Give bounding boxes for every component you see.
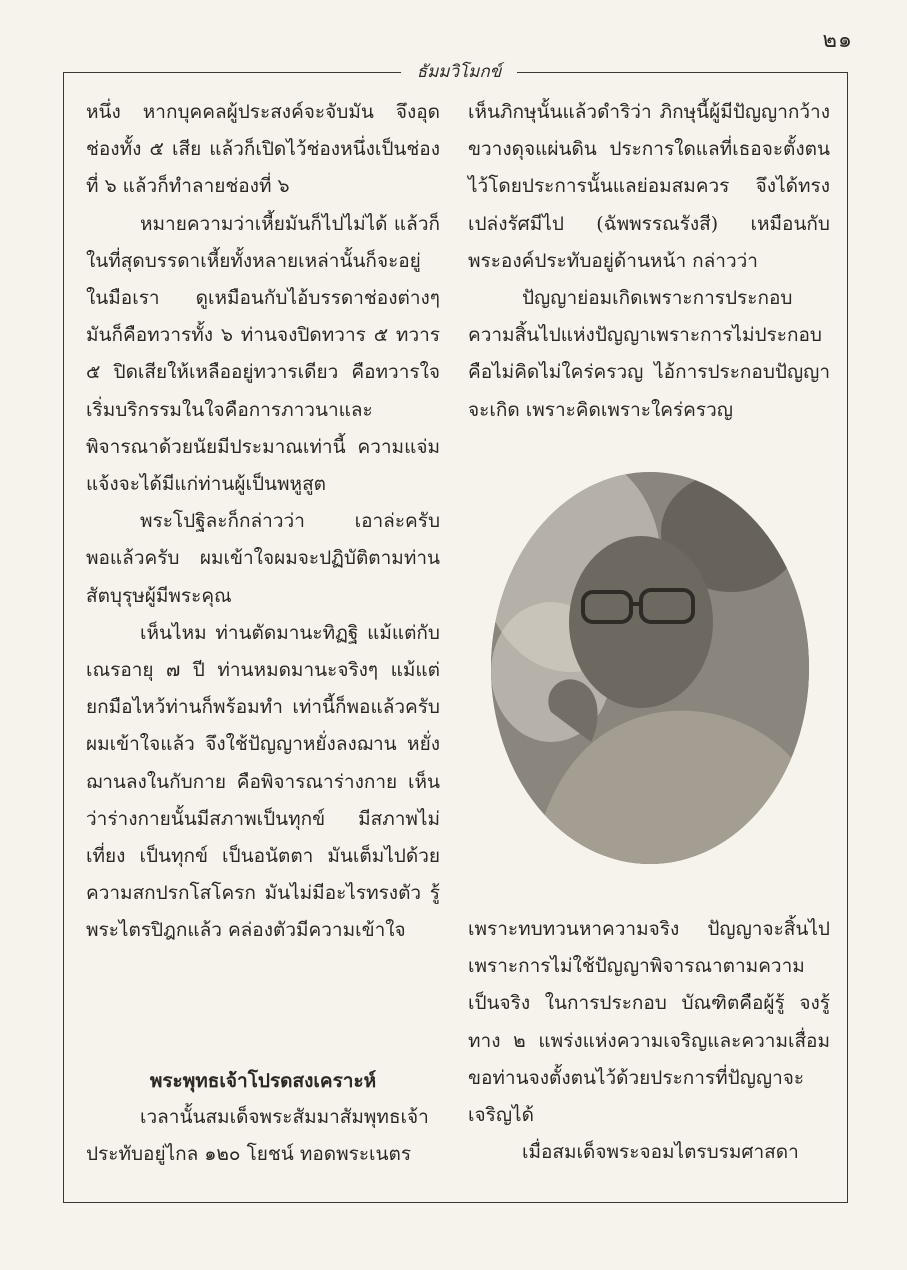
paragraph: พระโปฐิละก็กล่าวว่า เอาล่ะครับพอแล้วครับ ผมเข้าใจผมจะปฏิบัติตามท่านสัตบุรุษผู้มีพระคุณ [86, 510, 440, 607]
paragraph: เมื่อสมเด็จพระจอมไตรบรมศาสดา [522, 1141, 799, 1164]
paragraph: หนึ่ง หากบุคคลผู้ประสงค์จะจับมัน จึงอุดช่องทั้ง ๕ เสีย แล้วก็เปิดไว้ช่องหนึ่งเป็นช่องที่ ๖ แล้วก็ทำลายช่องที่ ๖ [86, 101, 440, 198]
header-rule-left [63, 72, 401, 73]
paragraph: ปัญญาย่อมเกิดเพราะการประกอบ ความสิ้นไปแห่งปัญญาเพราะการไม่ประกอบ คือไม่คิดไม่ใคร่ครวญ ไอ้การประกอบปัญญาจะเกิด เพราะคิดเพราะใคร่ครวญ [468, 287, 830, 421]
monk-portrait-photo [491, 472, 809, 864]
paragraph: หมายความว่าเหี้ยมันก็ไปไม่ได้ แล้วก็ในที่สุดบรรดาเหี้ยทั้งหลายเหล่านั้นก็จะอยู่ในมือเรา ดูเหมือนกับไอ้บรรดาช่องต่างๆ มันก็คือทวารทั้ง ๖ ท่านจงปิดทวาร ๕ ทวาร ๕ ปิดเสียให้เหลืออยู่ทวารเดียว คือทวารใจ เริ่มบริกรรมในใจคือการภาวนาและพิจารณาด้วยนัยมีประมาณเท่านี้ ความแจ่มแจ้งจะได้มีแก่ท่านผู้เป็นพหูสูต [86, 212, 440, 496]
header-rule-right [517, 72, 847, 73]
portrait-illustration [491, 472, 809, 864]
page-frame-left [63, 72, 64, 1202]
running-title: ธัมมวิโมกข์ [416, 62, 502, 82]
left-column [86, 94, 440, 950]
right-column-top [468, 94, 830, 429]
section-body [86, 1099, 440, 1173]
page-frame-bottom [63, 1202, 848, 1203]
paragraph: เห็นภิกษุนั้นแล้วดำริว่า ภิกษุนี้ผู้มีปัญญากว้างขวางดุจแผ่นดิน ประการใดแลที่เธอจะตั้งตนไว้โดยประการนั้นแลย่อมสมควร จึงได้ทรงเปล่งรัศมีไป (ฉัพพรรณรังสี) เหมือนกับพระองค์ประทับอยู่ด้านหน้า กล่าวว่า [468, 101, 830, 272]
section-heading: พระพุทธเจ้าโปรดสงเคราะห์ [149, 1070, 377, 1092]
page-number: ๒๑ [822, 28, 853, 53]
right-column-bottom [468, 911, 830, 1171]
paragraph: เพราะทบทวนหาความจริง ปัญญาจะสิ้นไปเพราะการไม่ใช้ปัญญาพิจารณาตามความเป็นจริง ในการประกอบ บัณฑิตคือผู้รู้ จงรู้ทาง ๒ แพร่งแห่งความเจริญและความเสื่อม ขอท่านจงตั้งตนไว้ด้วยประการที่ปัญญาจะเจริญได้ [468, 918, 830, 1127]
paragraph: เวลานั้นสมเด็จพระสัมมาสัมพุทธเจ้าประทับอยู่ไกล ๑๒๐ โยชน์ ทอดพระเนตร [86, 1106, 429, 1166]
paragraph: เห็นไหม ท่านตัดมานะทิฏฐิ แม้แต่กับเณรอายุ ๗ ปี ท่านหมดมานะจริงๆ แม้แต่ยกมือไหว้ท่านก็พร้อมทำ เท่านี้ก็พอแล้วครับ ผมเข้าใจแล้ว จึงใช้ปัญญาหยั่งลงฌาน หยั่งฌานลงในกับกาย คือพิจารณาร่างกาย เห็นว่าร่างกายนั้นมีสภาพเป็นทุกข์ มีสภาพไม่เที่ยง เป็นทุกข์ เป็นอนัตตา มันเต็มไปด้วยความสกปรกโสโครก มันไม่มีอะไรทรงตัว รู้พระไตรปิฎกแล้ว คล่องตัวมีความเข้าใจ [86, 621, 440, 942]
page-frame-right [847, 72, 848, 1202]
